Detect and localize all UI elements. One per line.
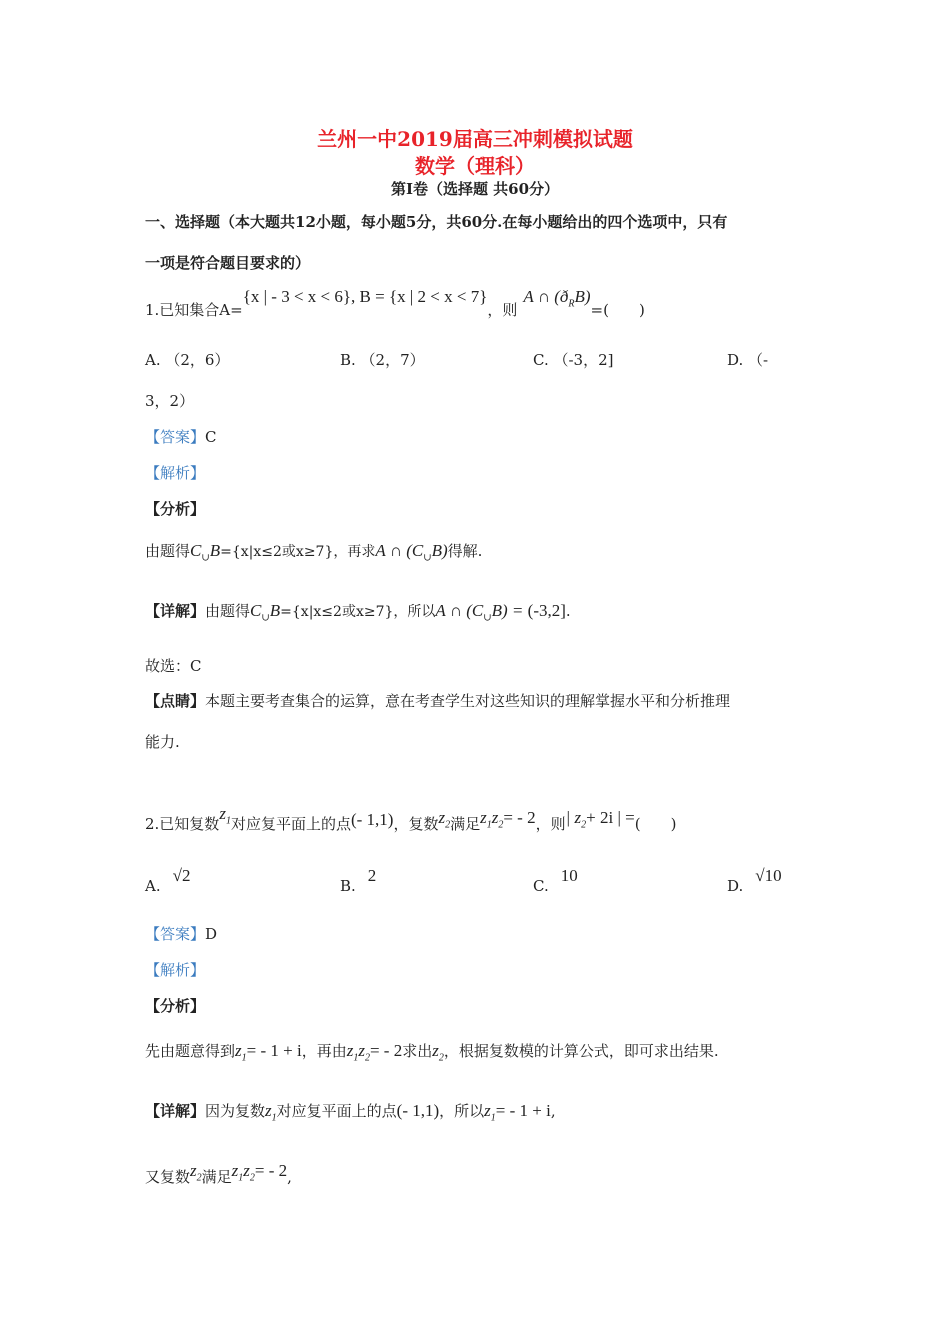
q1-expression: A ∩ $(ð_RB)$ xyxy=(523,287,591,310)
q2-fenxi-tag: 【分析】 xyxy=(145,997,206,1015)
q1-answer: 【答案】C xyxy=(145,428,217,446)
q1-comment: 【点睛】本题主要考查集合的运算，意在考查学生对这些知识的理解掌握水平和分析推理 xyxy=(145,692,731,710)
q2-option-c: C.10 xyxy=(533,866,578,895)
q1-option-d: D. （- xyxy=(727,351,769,369)
document-title: 兰州一中2019届高三冲刺模拟试题 xyxy=(317,127,633,151)
q2-analysis-tag: 【解析】 xyxy=(145,961,206,979)
q2-fenxi: 先由题意得到$z_1= - 1 + i$，再由$z_1z_2= - 2$求出$z_2$，根据复数模的计算公式，即可求出结果. xyxy=(145,1041,719,1064)
question-1: 1.已知集合A={x | - 3 < x < 6}, B = {x | 2 < x < 7}，则A ∩ $(ð_RB)=$( ) xyxy=(145,287,645,319)
q2-option-d: D.√10 xyxy=(727,866,782,895)
q1-option-d-continued: 3，2） xyxy=(145,392,195,410)
q1-comment-continued: 能力. xyxy=(145,733,180,751)
section-heading-line2: 一项是符合题目要求的） xyxy=(145,254,311,272)
q1-option-c: C. （-3，2] xyxy=(533,351,614,369)
q2-option-b: B.2 xyxy=(340,866,377,895)
q1-choose: 故选：C xyxy=(145,657,202,675)
q1-detail: 【详解】由题得$C_\cup B=\{x|x\le 2$或x≥7}，所以A ∩ $(C_\cup B) = (-3,2]$. xyxy=(145,601,571,624)
q1-option-b: B. （2，7） xyxy=(340,351,425,369)
q2-answer: 【答案】D xyxy=(145,925,218,943)
q2-detail: 【详解】因为复数$z_1$对应复平面上的点(- 1,1)，所以$z_1= - 1 + i$, xyxy=(145,1101,556,1124)
q1-fenxi: 由题得$C_\cup B=\{x|x\le 2$或x≥7}，再求A ∩ $(C_\cup B)$得解. xyxy=(145,541,483,564)
section-heading-line1: 一、选择题（本大题共12小题，每小题5分，共60分.在每小题给出的四个选项中，只有 xyxy=(145,213,728,231)
document-subtitle: 数学（理科） xyxy=(415,154,535,178)
q2-option-a: A.√2 xyxy=(145,866,191,895)
q1-sets-formula: {x | - 3 < x < 6}, B = {x | 2 < x < 7} xyxy=(242,287,488,306)
question-2: 2.已知复数$z_1$对应复平面上的点(- 1,1)，复数$z_2$满足$z_1z_2= - 2$，则| $z_2+ 2i$ | =( ) xyxy=(145,804,677,833)
q2-detail-continued: 又复数$z_2$满足$z_1z_2= - 2$, xyxy=(145,1161,292,1186)
q1-option-a: A. （2，6） xyxy=(145,351,230,369)
q1-fenxi-tag: 【分析】 xyxy=(145,500,206,518)
part-heading: 第Ⅰ卷（选择题 共60分） xyxy=(390,180,560,198)
q1-analysis-tag: 【解析】 xyxy=(145,464,206,482)
